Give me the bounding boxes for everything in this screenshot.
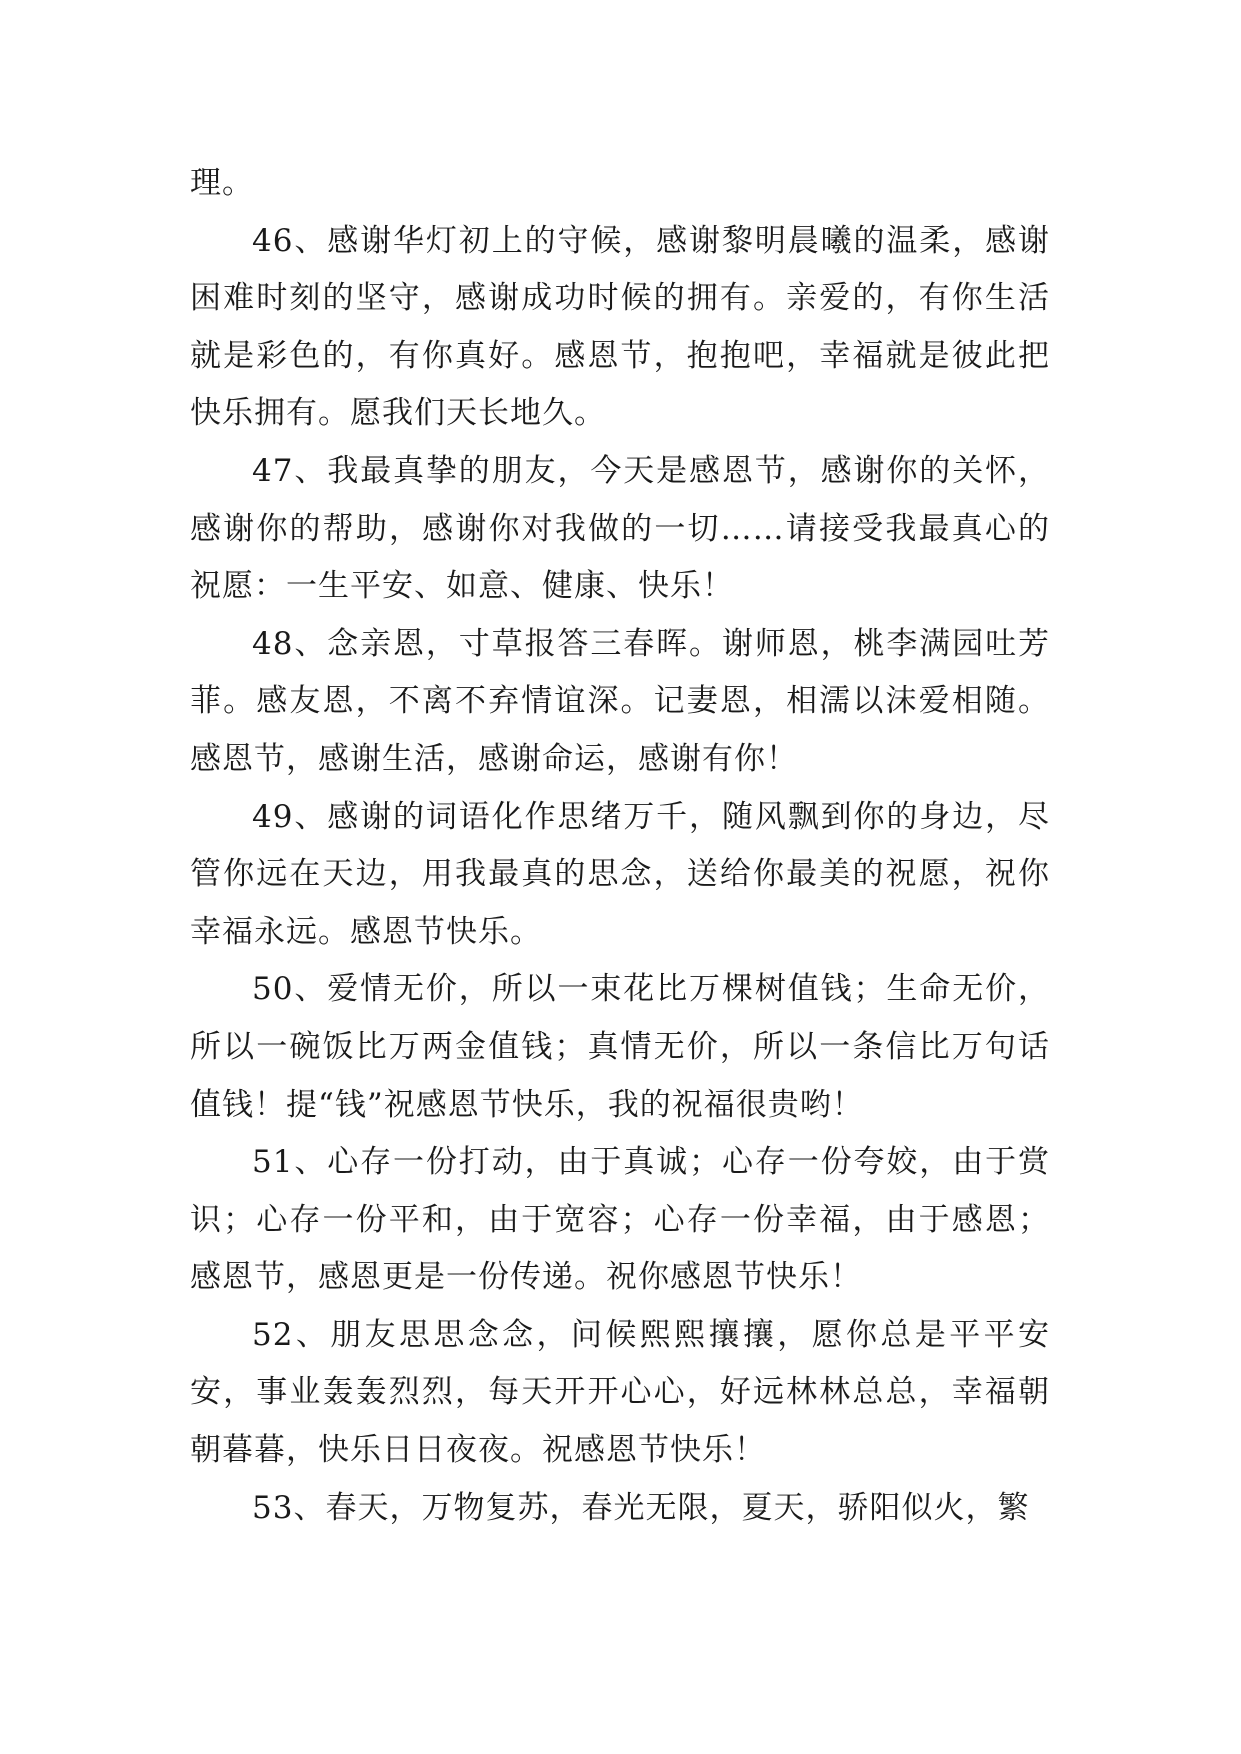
paragraph-53: 53、春天，万物复苏，春光无限，夏天，骄阳似火，繁 — [252, 1489, 1030, 1526]
paragraph-51: 51、心存一份打动，由于真诚；心存一份夸姣，由于赏识；心存一份平和，由于宽容；心存一份幸福，由于感恩；感恩节，感恩更是一份传递。祝你感恩节快乐！ — [190, 1144, 1050, 1296]
paragraph-46: 46、感谢华灯初上的守候，感谢黎明晨曦的温柔，感谢困难时刻的坚守，感谢成功时候的拥有。亲爱的，有你生活就是彩色的，有你真好。感恩节，抱抱吧，幸福就是彼此把快乐拥有。愿我们天长地久。 — [190, 222, 1050, 432]
paragraph-52: 52、朋友思思念念，问候熙熙攘攘，愿你总是平平安安，事业轰轰烈烈，每天开开心心，好远林林总总，幸福朝朝暮暮，快乐日日夜夜。祝感恩节快乐！ — [190, 1316, 1050, 1469]
paragraph-49: 49、感谢的词语化作思绪万千，随风飘到你的身边，尽管你远在天边，用我最真的思念，送给你最美的祝愿，祝你幸福永远。感恩节快乐。 — [190, 798, 1050, 950]
document-body — [190, 155, 1050, 1537]
paragraph-48: 48、念亲恩，寸草报答三春晖。谢师恩，桃李满园吐芳菲。感友恩，不离不弃情谊深。记妻恩，相濡以沫爱相随。感恩节，感谢生活，感谢命运，感谢有你！ — [190, 625, 1050, 777]
paragraph-continuation: 理。 — [190, 165, 254, 201]
paragraph-50: 50、爱情无价，所以一束花比万棵树值钱；生命无价，所以一碗饭比万两金值钱；真情无价，所以一条信比万句话值钱！提“钱”祝感恩节快乐，我的祝福很贵哟！ — [190, 971, 1050, 1123]
paragraph-47: 47、我最真挚的朋友，今天是感恩节，感谢你的关怀，感谢你的帮助，感谢你对我做的一切……请接受我最真心的祝愿：一生平安、如意、健康、快乐！ — [190, 452, 1050, 605]
